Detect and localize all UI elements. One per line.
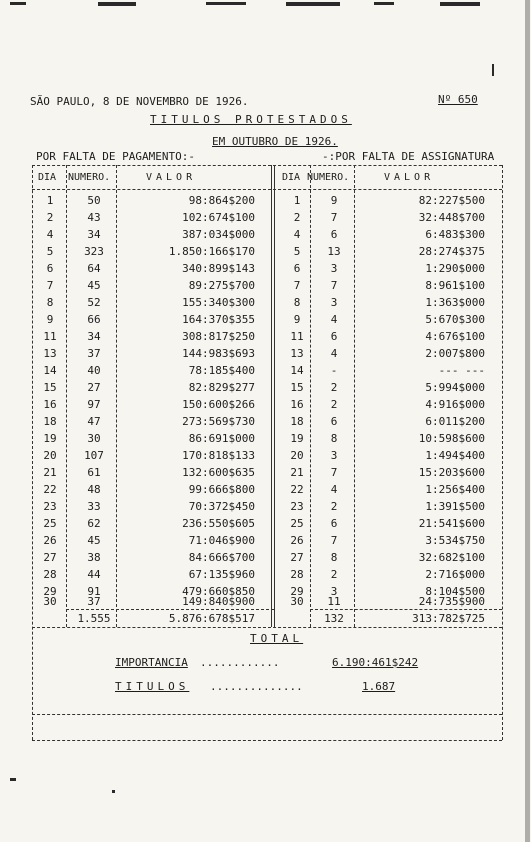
count-right: 7 — [330, 534, 338, 547]
day-left: 5 — [46, 245, 54, 258]
value-left: 132:600$635 — [182, 466, 255, 479]
col-header-dia-left: DIA — [38, 172, 57, 183]
value-left: 78:185$400 — [188, 364, 255, 377]
scan-speck — [492, 64, 494, 76]
importancia-value: 6.190:461$242 — [332, 656, 419, 669]
day-left: 7 — [46, 279, 54, 292]
count-left: 47 — [87, 415, 101, 428]
total-count-left: 1.555 — [77, 612, 111, 625]
scan-speck — [440, 2, 480, 6]
count-left: 97 — [87, 398, 101, 411]
value-right: 1:391$500 — [425, 500, 485, 513]
count-left: 48 — [87, 483, 101, 496]
day-left: 2 — [46, 211, 54, 224]
value-left: 99:666$800 — [188, 483, 255, 496]
titulos-leader-dots: .............. — [210, 680, 303, 693]
count-left: 38 — [87, 551, 101, 564]
day-left: 20 — [43, 449, 57, 462]
value-left: 149:840$900 — [182, 595, 255, 608]
col-header-numero-left: NUMERO. — [68, 172, 111, 183]
value-right: 1:363$000 — [425, 296, 485, 309]
day-right: 27 — [290, 551, 304, 564]
day-left: 1 — [46, 194, 54, 207]
value-left: 98:864$200 — [188, 194, 255, 207]
frame-top-rule — [32, 165, 502, 166]
titulos-value: 1.687 — [362, 680, 396, 693]
scan-speck — [10, 778, 16, 781]
day-left: 18 — [43, 415, 57, 428]
day-right: 15 — [290, 381, 304, 394]
value-left: 340:899$143 — [182, 262, 255, 275]
day-left: 6 — [46, 262, 54, 275]
count-left: 50 — [87, 194, 101, 207]
value-right: 2:007$800 — [425, 347, 485, 360]
day-left: 8 — [46, 296, 54, 309]
value-right: 8:104$500 — [425, 585, 485, 598]
count-left: 40 — [87, 364, 101, 377]
day-right: 30 — [290, 595, 304, 608]
count-left: 37 — [87, 595, 101, 608]
count-right: 13 — [327, 245, 341, 258]
count-left: 30 — [87, 432, 101, 445]
count-right: 8 — [330, 432, 338, 445]
count-left: 62 — [87, 517, 101, 530]
day-right: 28 — [290, 568, 304, 581]
value-right: 4:676$100 — [425, 330, 485, 343]
totals-row — [0, 612, 531, 632]
value-right: 32:448$700 — [418, 211, 485, 224]
count-right: 3 — [330, 262, 338, 275]
day-left: 21 — [43, 466, 57, 479]
day-right: 1 — [293, 194, 301, 207]
value-right: 2:716$000 — [425, 568, 485, 581]
day-right: 22 — [290, 483, 304, 496]
day-right: 26 — [290, 534, 304, 547]
scan-speck — [286, 2, 340, 6]
count-right: 4 — [330, 347, 338, 360]
day-right: 6 — [293, 262, 301, 275]
value-right: --- --- — [438, 364, 485, 377]
day-left: 25 — [43, 517, 57, 530]
value-right: 1:494$400 — [425, 449, 485, 462]
count-left: 34 — [87, 330, 101, 343]
value-left: 236:550$605 — [182, 517, 255, 530]
value-right: 32:682$100 — [418, 551, 485, 564]
value-left: 155:340$300 — [182, 296, 255, 309]
count-right: 6 — [330, 517, 338, 530]
value-right: 8:961$100 — [425, 279, 485, 292]
col-header-dia-right: DIA — [282, 172, 301, 183]
count-left: 37 — [87, 347, 101, 360]
value-left: 150:600$266 — [182, 398, 255, 411]
count-left: 61 — [87, 466, 101, 479]
count-right: 6 — [330, 415, 338, 428]
col-header-valor-right: VALOR — [384, 172, 435, 183]
count-right: 8 — [330, 551, 338, 564]
importancia-leader-dots: ............ — [200, 656, 280, 669]
value-right: 1:290$000 — [425, 262, 485, 275]
day-left: 30 — [43, 595, 57, 608]
day-right: 23 — [290, 500, 304, 513]
count-right: 9 — [330, 194, 338, 207]
day-left: 23 — [43, 500, 57, 513]
count-right: 2 — [330, 381, 338, 394]
count-left: 43 — [87, 211, 101, 224]
count-left: 33 — [87, 500, 101, 513]
count-right: 3 — [330, 449, 338, 462]
header-bottom-rule — [32, 189, 502, 190]
day-right: 21 — [290, 466, 304, 479]
day-left: 19 — [43, 432, 57, 445]
count-left: 52 — [87, 296, 101, 309]
day-left: 26 — [43, 534, 57, 547]
count-left: 64 — [87, 262, 101, 275]
value-left: 479:660$850 — [182, 585, 255, 598]
value-right: 3:534$750 — [425, 534, 485, 547]
count-left: 45 — [87, 279, 101, 292]
day-right: 7 — [293, 279, 301, 292]
value-left: 70:372$450 — [188, 500, 255, 513]
count-left: 323 — [84, 245, 104, 258]
day-right: 19 — [290, 432, 304, 445]
value-left: 71:046$900 — [188, 534, 255, 547]
value-left: 102:674$100 — [182, 211, 255, 224]
day-left: 15 — [43, 381, 57, 394]
count-left: 27 — [87, 381, 101, 394]
day-right: 2 — [293, 211, 301, 224]
day-left: 9 — [46, 313, 54, 326]
count-right: 3 — [330, 585, 338, 598]
count-right: 2 — [330, 398, 338, 411]
count-right: 3 — [330, 296, 338, 309]
count-left: 91 — [87, 585, 101, 598]
scan-speck — [112, 790, 115, 793]
total-heading: TOTAL — [250, 632, 304, 645]
day-right: 4 — [293, 228, 301, 241]
value-left: 308:817$250 — [182, 330, 255, 343]
count-left: 66 — [87, 313, 101, 326]
value-right: 5:994$000 — [425, 381, 485, 394]
day-left: 27 — [43, 551, 57, 564]
col-header-numero-right: NUMERO. — [307, 172, 350, 183]
value-right: 21:541$600 — [418, 517, 485, 530]
document-number: Nº 650 — [438, 93, 478, 106]
value-left: 170:818$133 — [182, 449, 255, 462]
value-right: 6:483$300 — [425, 228, 485, 241]
value-right: 6:011$200 — [425, 415, 485, 428]
value-right: 5:670$300 — [425, 313, 485, 326]
value-right: 1:256$400 — [425, 483, 485, 496]
section-left-label: POR FALTA DE PAGAMENTO:- — [36, 150, 195, 163]
value-left: 86:691$000 — [188, 432, 255, 445]
value-right: 28:274$375 — [418, 245, 485, 258]
value-left: 84:666$700 — [188, 551, 255, 564]
total-value-right: 313:782$725 — [412, 612, 485, 625]
day-left: 16 — [43, 398, 57, 411]
day-left: 4 — [46, 228, 54, 241]
value-right: 10:598$600 — [418, 432, 485, 445]
value-left: 1.850:166$170 — [168, 245, 255, 258]
day-right: 25 — [290, 517, 304, 530]
total-count-right: 132 — [324, 612, 344, 625]
frame-bottom-rule-b — [32, 740, 502, 741]
count-right: - — [330, 364, 338, 377]
value-right: 4:916$000 — [425, 398, 485, 411]
count-right: 11 — [327, 595, 341, 608]
count-right: 7 — [330, 279, 338, 292]
count-right: 2 — [330, 500, 338, 513]
count-right: 4 — [330, 483, 338, 496]
count-right: 7 — [330, 211, 338, 224]
count-right: 7 — [330, 466, 338, 479]
day-right: 20 — [290, 449, 304, 462]
day-left: 28 — [43, 568, 57, 581]
value-left: 273:569$730 — [182, 415, 255, 428]
scan-speck — [10, 2, 26, 5]
count-left: 44 — [87, 568, 101, 581]
section-right-label: -:POR FALTA DE ASSIGNATURA — [322, 150, 495, 163]
value-right: 82:227$500 — [418, 194, 485, 207]
total-value-left: 5.876:678$517 — [168, 612, 255, 625]
value-left: 144:983$693 — [182, 347, 255, 360]
day-left: 22 — [43, 483, 57, 496]
value-left: 89:275$700 — [188, 279, 255, 292]
day-right: 8 — [293, 296, 301, 309]
day-right: 18 — [290, 415, 304, 428]
count-left: 34 — [87, 228, 101, 241]
document-title: TITULOS PROTESTADOS — [150, 113, 352, 126]
day-left: 14 — [43, 364, 57, 377]
count-right: 6 — [330, 228, 338, 241]
importancia-label: IMPORTANCIA — [115, 656, 188, 669]
value-left: 82:829$277 — [188, 381, 255, 394]
count-right: 6 — [330, 330, 338, 343]
value-right: 15:203$600 — [418, 466, 485, 479]
period: EM OUTUBRO DE 1926. — [212, 135, 338, 148]
place-date: SÃO PAULO, 8 DE NOVEMBRO DE 1926. — [30, 95, 249, 108]
scan-speck — [206, 2, 246, 5]
day-left: 13 — [43, 347, 57, 360]
count-left: 45 — [87, 534, 101, 547]
count-right: 4 — [330, 313, 338, 326]
col-header-valor-left: VALOR — [146, 172, 197, 183]
day-right: 14 — [290, 364, 304, 377]
day-left: 29 — [43, 585, 57, 598]
day-right: 13 — [290, 347, 304, 360]
value-left: 387:034$000 — [182, 228, 255, 241]
value-left: 164:370$355 — [182, 313, 255, 326]
titulos-label: TITULOS — [115, 680, 190, 693]
day-left: 11 — [43, 330, 57, 343]
day-right: 11 — [290, 330, 304, 343]
scan-speck — [98, 2, 136, 6]
day-right: 16 — [290, 398, 304, 411]
count-left: 107 — [84, 449, 104, 462]
day-right: 5 — [293, 245, 301, 258]
day-right: 29 — [290, 585, 304, 598]
count-right: 2 — [330, 568, 338, 581]
value-left: 67:135$960 — [188, 568, 255, 581]
scan-speck — [374, 2, 394, 5]
frame-bottom-rule-a — [32, 714, 502, 715]
day-right: 9 — [293, 313, 301, 326]
value-right: 24:735$900 — [418, 595, 485, 608]
